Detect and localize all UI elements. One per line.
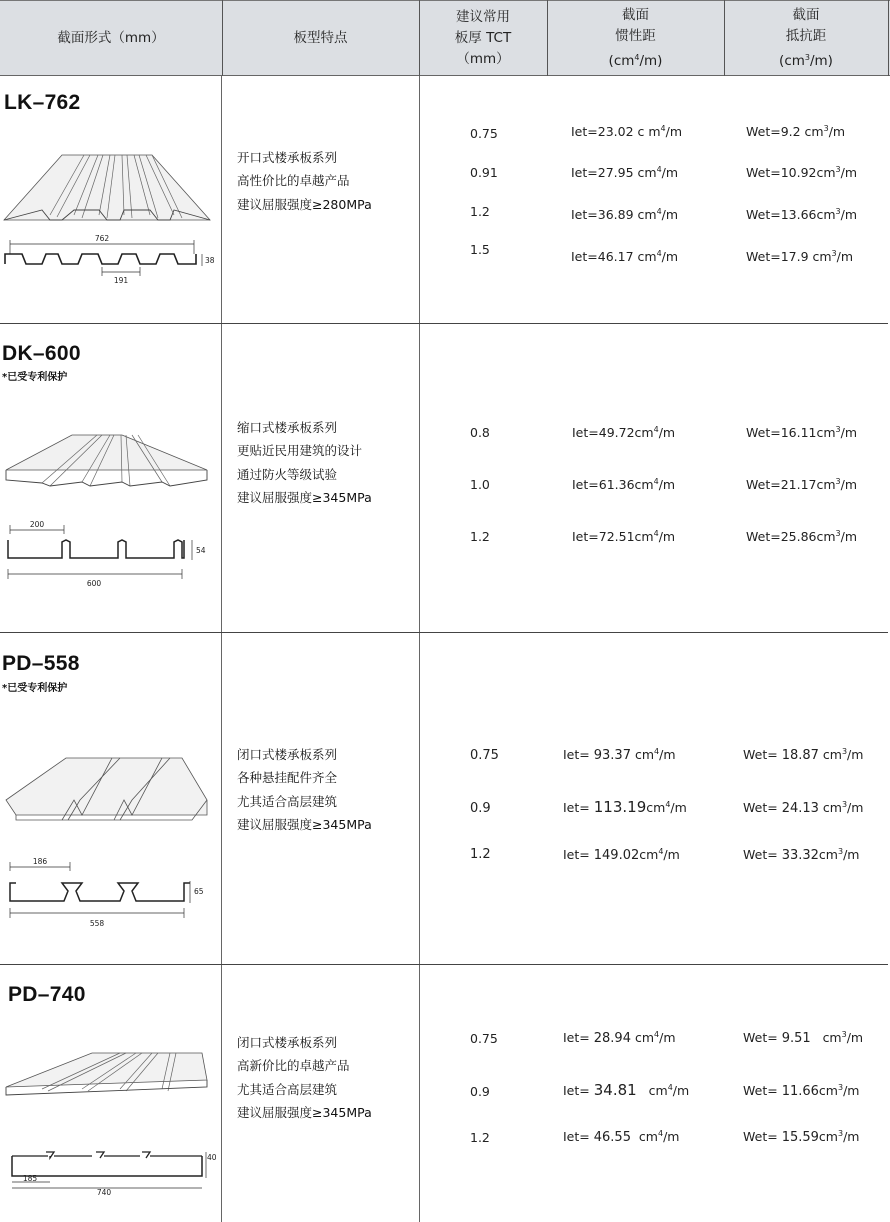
row-divider <box>0 323 888 324</box>
thickness-value: 0.91 <box>470 165 498 180</box>
resistance-value: Wet=9.2 $cm^3/m$ <box>746 124 846 139</box>
inertia-value: Iet=46.17 $cm^4/m$ <box>571 249 679 264</box>
resistance-value: $Wet=16.11cm^3/m$ <box>746 425 858 440</box>
thickness-value: 1.2 <box>470 204 490 219</box>
header-section-form: 截面形式（mm） <box>57 30 165 46</box>
thickness-value: 0.8 <box>470 425 490 440</box>
divider <box>724 0 725 76</box>
inertia-value: $Iet= 149.02cm^4/m$ <box>563 847 680 863</box>
pd558-section-drawing <box>2 855 217 930</box>
thickness-value: 1.2 <box>470 847 491 862</box>
thickness-value: 0.75 <box>470 1031 498 1046</box>
inertia-value: $Iet= 113.19cm^4/m$ <box>563 798 687 816</box>
resistance-value: Wet= 9.51 $cm^3/m$ <box>743 1030 864 1046</box>
dim-65: 65 <box>194 887 204 896</box>
lk762-3d-profile <box>2 125 217 235</box>
inertia-value: $Iet=61.36cm^4/m$ <box>572 477 676 492</box>
dim-191: 191 <box>113 276 129 285</box>
inertia-value: Iet=36.89 $cm^4/m$ <box>571 207 679 222</box>
product-name: PD–740 <box>8 983 86 1006</box>
dim-762: 762 <box>94 234 110 243</box>
thickness-value: 1.5 <box>470 242 490 257</box>
pd740-3d-profile <box>2 1025 217 1105</box>
dim-185: 185 <box>22 1174 38 1183</box>
divider <box>222 0 223 76</box>
feature-list: 开口式楼承板系列 高性价比的卓越产品 建议屈服强度≥280MPa <box>237 150 372 212</box>
thickness-value: 1.2 <box>470 529 490 544</box>
row-divider <box>0 632 888 633</box>
thickness-value: 1.2 <box>470 1130 490 1145</box>
row-divider <box>0 964 888 965</box>
resistance-value: $Wet=21.17cm^3/m$ <box>746 477 858 492</box>
resistance-value: Wet= 18.87 $cm^3/m$ <box>743 747 864 763</box>
resistance-value: $Wet=13.66cm^3/m$ <box>746 207 858 222</box>
header-thickness: 建议常用 板厚 TCT （mm） <box>454 9 512 67</box>
resistance-value: $Wet=10.92cm^3/m$ <box>746 165 858 180</box>
resistance-value: $Wet= 15.59cm^3/m$ <box>743 1129 860 1145</box>
column-divider <box>221 76 222 1222</box>
divider <box>888 0 889 76</box>
feature-list: 闭口式楼承板系列 高新价比的卓越产品 尤其适合高层建筑 建议屈服强度≥345MPa <box>237 1035 372 1120</box>
inertia-value: Iet=23.02 c $m^4/m$ <box>571 124 683 139</box>
resistance-value: Wet=17.9 $cm^3/m$ <box>746 249 854 264</box>
pd740-section-drawing <box>2 1148 217 1213</box>
inertia-value: Iet= 93.37 $cm^4/m$ <box>563 747 676 763</box>
dim-200: 200 <box>29 520 45 529</box>
inertia-value: Iet= 34.81 $cm^4/m$ <box>563 1081 690 1099</box>
column-divider <box>419 76 420 1222</box>
dim-186: 186 <box>32 857 48 866</box>
dim-38: 38 <box>205 256 215 265</box>
lk762-section-drawing <box>2 232 217 287</box>
table-header <box>0 0 890 76</box>
resistance-value: $Wet=25.86cm^3/m$ <box>746 529 858 544</box>
inertia-value: Iet=27.95 $cm^4/m$ <box>571 165 679 180</box>
thickness-value: 0.9 <box>470 801 491 816</box>
thickness-value: 0.9 <box>470 1084 490 1099</box>
inertia-value: Iet= 28.94 $cm^4/m$ <box>563 1030 676 1046</box>
dk600-3d-profile <box>2 390 217 490</box>
dim-600: 600 <box>86 579 102 588</box>
feature-list: 缩口式楼承板系列 更贴近民用建筑的设计 通过防火等级试验 建议屈服强度≥345MPa <box>237 420 372 505</box>
dim-40: 40 <box>207 1153 217 1162</box>
thickness-value: 0.75 <box>470 126 498 141</box>
divider <box>419 0 420 76</box>
dk600-section-drawing <box>2 518 217 588</box>
inertia-value: $Iet=49.72cm^4/m$ <box>572 425 676 440</box>
product-name: LK–762 <box>4 91 81 114</box>
header-plate-features: 板型特点 <box>293 30 348 46</box>
product-name: PD–558 <box>2 652 80 675</box>
inertia-value: Iet= 46.55 $cm^4/m$ <box>563 1129 680 1145</box>
resistance-value: $Wet= 33.32cm^3/m$ <box>743 847 860 863</box>
product-name: DK–600 <box>2 342 81 365</box>
patent-note: *已受专利保护 <box>2 683 68 694</box>
patent-note: *已受专利保护 <box>2 372 68 383</box>
dim-558: 558 <box>89 919 105 928</box>
resistance-value: $Wet= 11.66cm^3/m$ <box>743 1083 860 1099</box>
header-resistance: 截面 抵抗距 $(cm^3/m)$ <box>779 7 833 69</box>
resistance-value: Wet= 24.13 $cm^3/m$ <box>743 800 864 816</box>
dim-740: 740 <box>96 1188 112 1197</box>
divider <box>547 0 548 76</box>
header-inertia: 截面 惯性距 $(cm^4/m)$ <box>608 7 663 69</box>
feature-list: 闭口式楼承板系列 各种悬挂配件齐全 尤其适合高层建筑 建议屈服强度≥345MPa <box>237 747 372 832</box>
dim-54: 54 <box>196 546 206 555</box>
thickness-value: 1.0 <box>470 477 490 492</box>
inertia-value: $Iet=72.51cm^4/m$ <box>572 529 676 544</box>
pd558-3d-profile <box>2 740 217 835</box>
thickness-value: 0.75 <box>470 748 499 763</box>
